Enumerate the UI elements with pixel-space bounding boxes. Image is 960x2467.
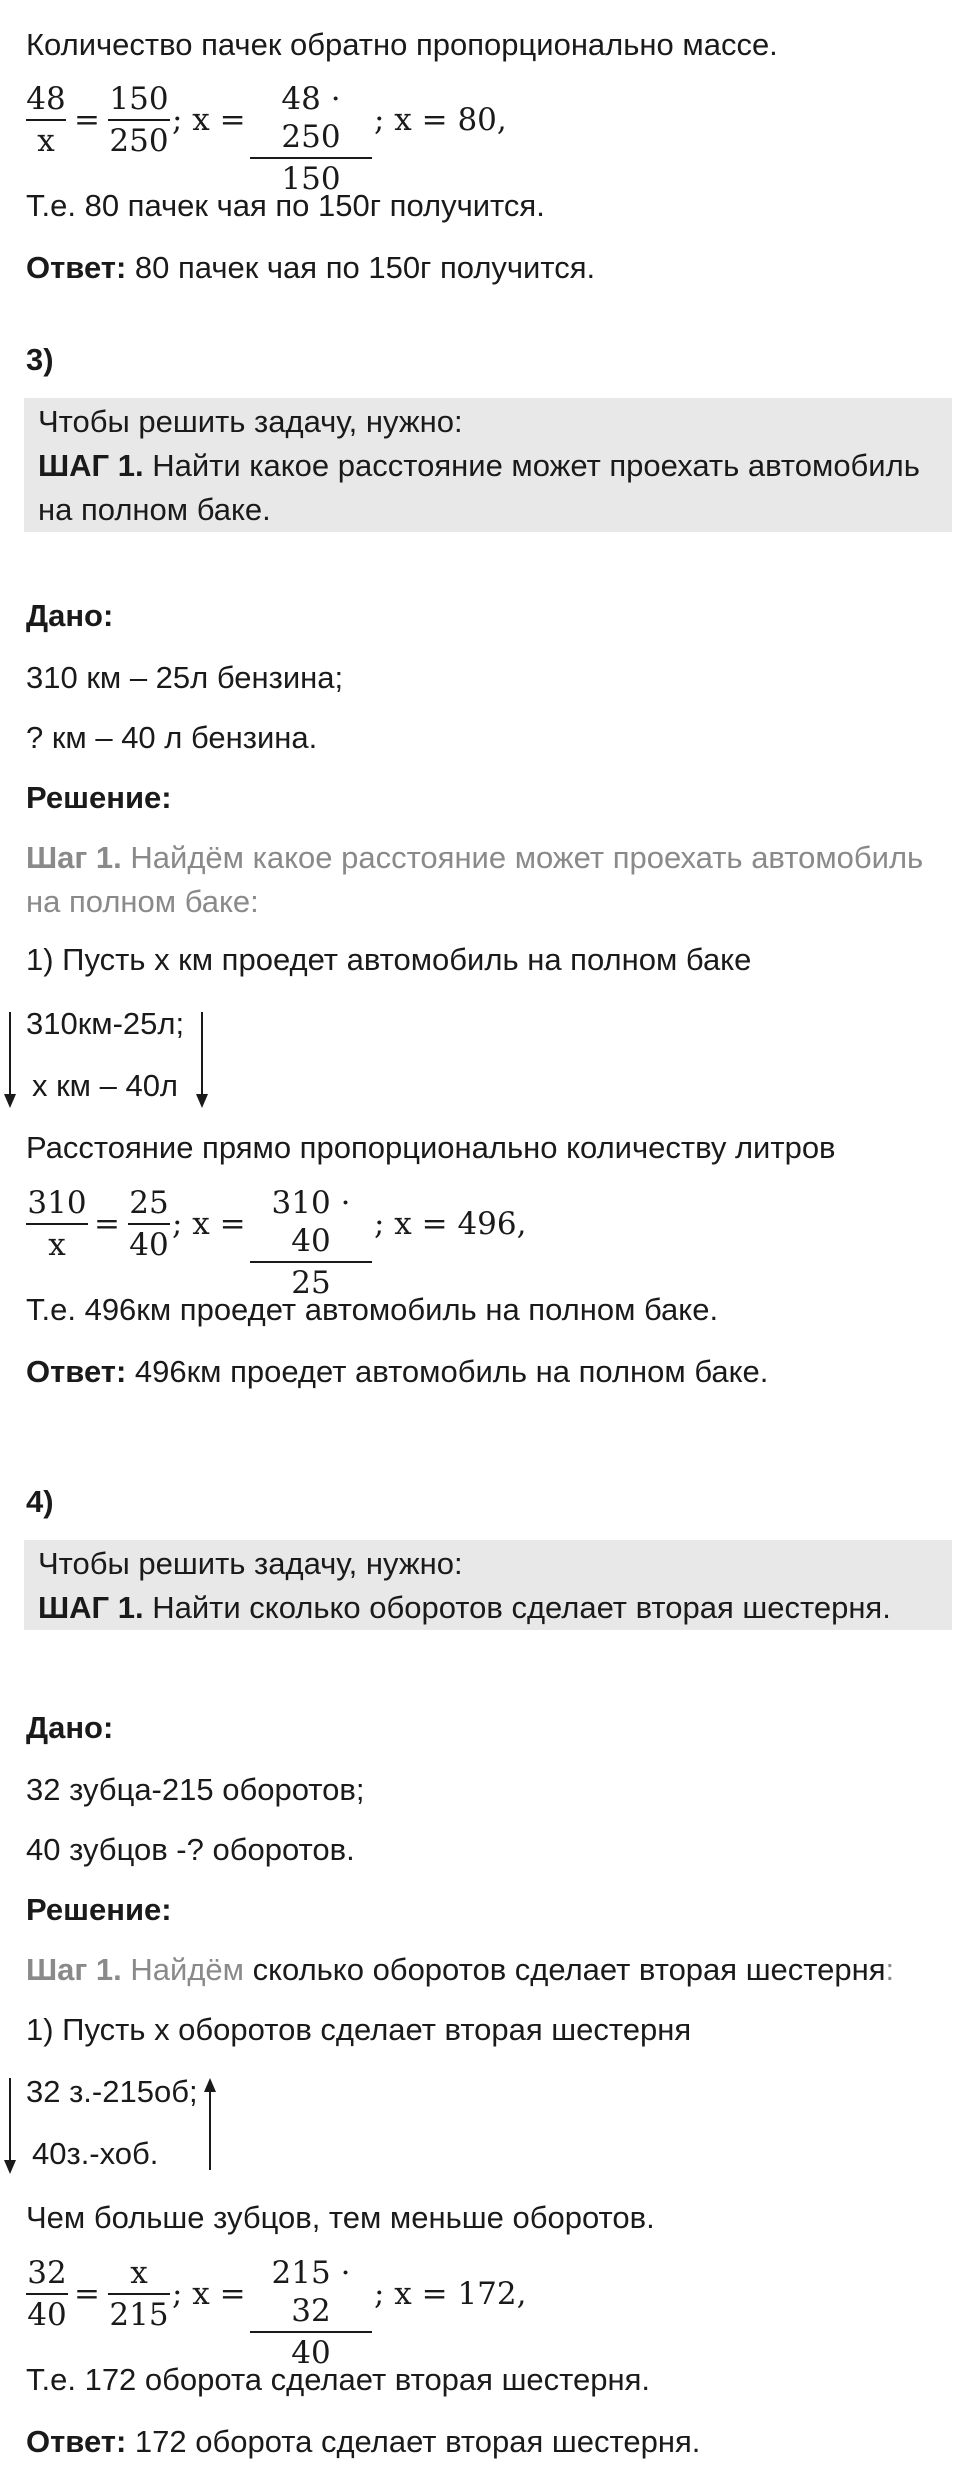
part4-given-2: 40 зубцов -? оборотов. — [26, 1832, 355, 1867]
arrow-down-icon — [192, 1010, 212, 1110]
part3-relation: Расстояние прямо пропорционально количеству литров — [26, 1130, 836, 1165]
part3-heading: 3) — [26, 342, 54, 377]
part4-proportion-2: 40з.-хоб. — [32, 2136, 159, 2171]
part4-solution-label: Решение: — [26, 1892, 172, 1927]
part4-given-1: 32 зубца-215 оборотов; — [26, 1772, 365, 1807]
fraction: 48 x — [26, 81, 66, 159]
part3-let: 1) Пусть х км проедет автомобиль на полном баке — [26, 942, 752, 977]
task-box-step-cont: на полном баке. — [38, 492, 271, 527]
equals-sign: = — [74, 102, 100, 138]
answer-label: Ответ: — [26, 1354, 127, 1389]
arrow-down-icon — [0, 1010, 20, 1110]
fraction: x 215 — [109, 2255, 169, 2333]
part4-answer — [26, 2422, 700, 2462]
equation-separator: ; x = — [172, 2276, 246, 2312]
task-box-step: ШАГ 1. Найти какое расстояние может проехать автомобиль — [38, 448, 920, 483]
part4-relation: Чем больше зубцов, тем меньше оборотов. — [26, 2200, 655, 2235]
part4-heading: 4) — [26, 1484, 54, 1519]
part3-task-box — [24, 398, 952, 532]
part3-solution-label: Решение: — [26, 780, 172, 815]
arrow-down-icon — [0, 2076, 20, 2176]
equation-result: ; x = 496, — [374, 1206, 527, 1242]
answer-text: 496км проедет автомобиль на полном баке. — [126, 1354, 769, 1389]
equals-sign: = — [74, 2276, 100, 2312]
equation-result: ; x = 80, — [374, 102, 507, 138]
part4-given-label: Дано: — [26, 1710, 114, 1745]
part4-step: Шаг 1. Найдём сколько оборотов сделает вторая шестерня: — [26, 1952, 895, 1987]
part3-step-cont: на полном баке: — [26, 884, 259, 919]
task-box-intro: Чтобы решить задачу, нужно: — [38, 1546, 463, 1581]
part3-step: Шаг 1. Найдём какое расстояние может проехать автомобиль — [26, 840, 924, 875]
part3-given-1: 310 км – 25л бензина; — [26, 660, 344, 695]
fraction: 48 · 250 150 — [250, 80, 372, 198]
part3-summary: Т.е. 496км проедет автомобиль на полном баке. — [26, 1292, 719, 1327]
answer-label: Ответ: — [26, 2424, 127, 2459]
equals-sign: = — [94, 1206, 120, 1242]
part3-answer — [26, 1352, 768, 1392]
equation-separator: ; x = — [172, 102, 246, 138]
part3-given-label: Дано: — [26, 598, 114, 633]
equation-separator: ; x = — [172, 1206, 246, 1242]
answer-text: 80 пачек чая по 150г получится. — [126, 250, 596, 285]
fraction: 25 40 — [129, 1185, 169, 1263]
fraction: 32 40 — [27, 2255, 67, 2333]
fraction: 215 · 32 40 — [250, 2254, 372, 2372]
fraction: 150 250 — [109, 81, 169, 159]
part4-task-box — [24, 1540, 952, 1630]
part4-summary: Т.е. 172 оборота сделает вторая шестерня. — [26, 2362, 651, 2397]
equation-result: ; x = 172, — [374, 2276, 527, 2312]
part2-summary: Т.е. 80 пачек чая по 150г получится. — [26, 188, 545, 223]
part3-given-2: ? км – 40 л бензина. — [26, 720, 318, 755]
part2-intro: Количество пачек обратно пропорционально массе. — [26, 27, 778, 62]
answer-text: 172 оборота сделает вторая шестерня. — [126, 2424, 701, 2459]
arrow-up-icon — [200, 2076, 220, 2176]
task-box-intro: Чтобы решить задачу, нужно: — [38, 404, 463, 439]
fraction: 310 x — [27, 1185, 87, 1263]
part4-let: 1) Пусть х оборотов сделает вторая шестерня — [26, 2012, 692, 2047]
part2-answer — [26, 248, 595, 288]
answer-label: Ответ: — [26, 250, 127, 285]
task-box-step: ШАГ 1. Найти сколько оборотов сделает вторая шестерня. — [38, 1590, 891, 1625]
part3-proportion-2: х км – 40л — [32, 1068, 179, 1103]
fraction: 310 · 40 25 — [250, 1184, 372, 1302]
part3-proportion-1: 310км-25л; — [26, 1006, 185, 1041]
part4-proportion-1: 32 з.-215об; — [26, 2074, 198, 2109]
